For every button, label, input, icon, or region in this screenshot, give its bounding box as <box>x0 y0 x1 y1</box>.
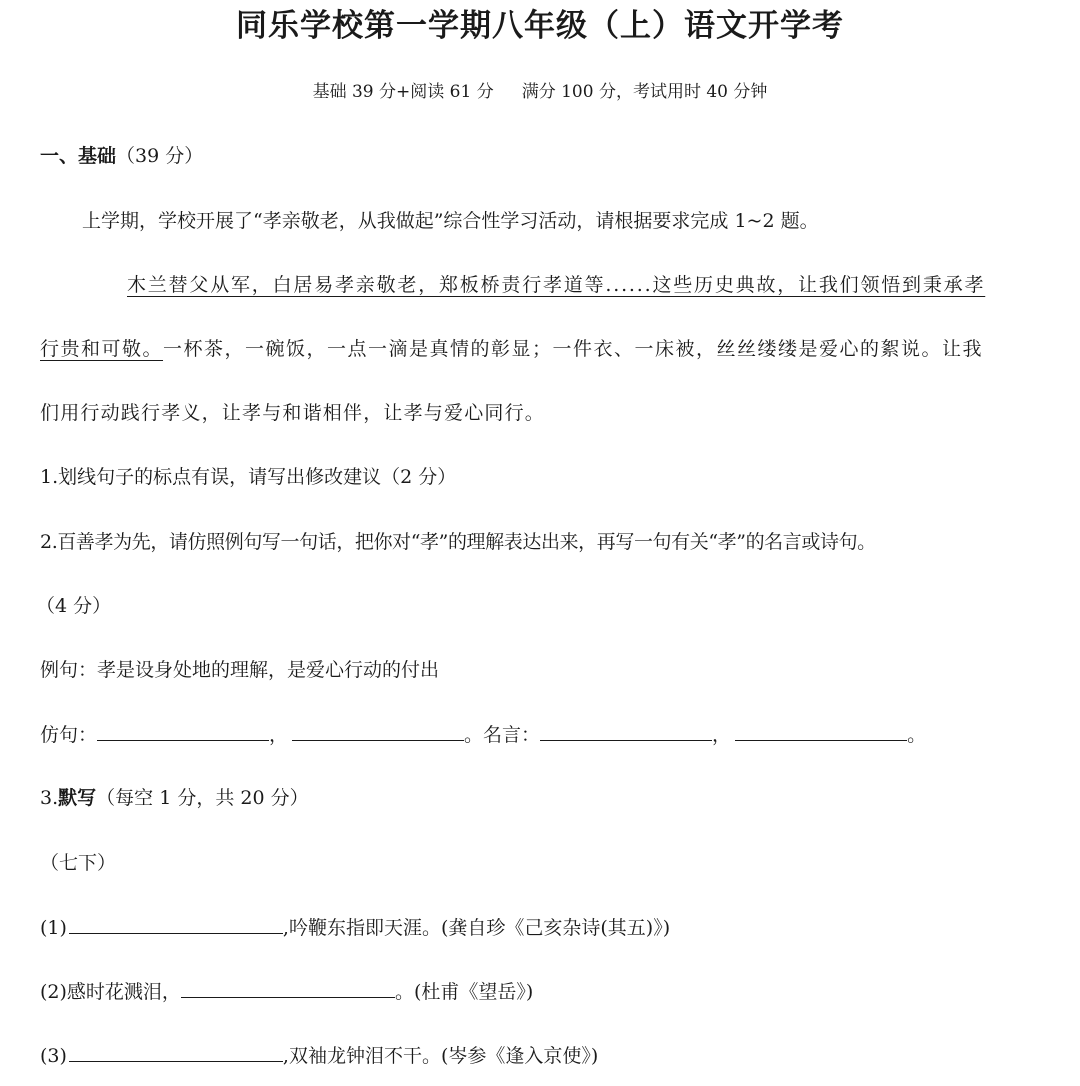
section-points: （39 分） <box>116 145 204 167</box>
page-title: 同乐学校第一学期八年级（上）语文开学考 <box>236 8 844 44</box>
item-text: 。(杜甫《望岳》) <box>394 981 534 1003</box>
item-number: (2) <box>40 981 67 1003</box>
dictation-item-3 <box>40 1041 598 1070</box>
period: 。 <box>907 724 927 746</box>
question-2-line-1: 2.百善孝为先，请仿照例句写一句话，把你对“孝”的理解表达出来，再写一句有关“孝”的名言或诗句。 <box>40 531 876 553</box>
item-text: ,吟鞭东指即天涯。(龚自珍《己亥杂诗(其五)》) <box>282 917 671 939</box>
item-number: (3) <box>40 1045 67 1067</box>
dictation-blank-3[interactable] <box>69 1041 283 1062</box>
grade-label: （七下） <box>40 852 117 874</box>
passage-underlined-sentence: 木兰替父从军，白居易孝亲敬老，郑板桥责行孝道等......这些历史典故，让我们领悟到秉承孝 <box>127 274 986 296</box>
passage-line-2-rest: 一杯茶，一碗饭，一点一滴是真情的彰显；一件衣、一床被，丝丝缕缕是爱心的絮说。让我 <box>163 338 984 360</box>
dictation-item-2 <box>40 977 533 1006</box>
question-1: 1.划线句子的标点有误，请写出修改建议（2 分） <box>40 466 457 488</box>
example-sentence: 例句：孝是设身处地的理解，是爱心行动的付出 <box>40 659 440 681</box>
passage-line-2 <box>40 335 983 363</box>
section-heading <box>40 142 203 170</box>
section-intro: 上学期，学校开展了“孝亲敬老，从我做起”综合性学习活动，请根据要求完成 1~2 题。 <box>82 210 819 232</box>
comma: ， <box>712 724 732 746</box>
passage-underlined-end: 行贵和可敬。 <box>40 338 164 360</box>
quote-label: 。名言： <box>464 724 541 746</box>
section-title: 一、基础 <box>40 145 117 167</box>
question-3-label: 默写 <box>58 787 97 809</box>
item-text: ,双袖龙钟泪不干。(岑参《逢入京使》) <box>282 1045 599 1067</box>
dictation-blank-2[interactable] <box>181 977 395 998</box>
imitation-blank-1[interactable] <box>97 720 269 741</box>
imitation-label: 仿句： <box>40 724 98 746</box>
imitation-blank-2[interactable] <box>292 720 464 741</box>
question-3 <box>40 784 309 812</box>
dictation-item-1 <box>40 913 670 942</box>
quote-blank-2[interactable] <box>735 720 907 741</box>
score-breakdown: 基础 39 分+阅读 61 分 <box>312 82 494 102</box>
dictation-blank-1[interactable] <box>69 913 283 934</box>
quote-blank-1[interactable] <box>540 720 712 741</box>
question-2-points: （4 分） <box>36 595 112 617</box>
exam-subtitle <box>0 80 1080 104</box>
total-and-time: 满分 100 分，考试用时 40 分钟 <box>521 82 768 102</box>
item-prefix: 感时花溅泪， <box>66 981 181 1003</box>
question-3-number: 3. <box>40 787 59 809</box>
comma: ， <box>269 724 289 746</box>
imitation-line <box>40 720 926 749</box>
question-3-detail: （每空 1 分，共 20 分） <box>96 787 309 809</box>
passage-line-3: 们用行动践行孝义，让孝与和谐相伴，让孝与爱心同行。 <box>40 402 546 424</box>
item-number: (1) <box>40 917 67 939</box>
